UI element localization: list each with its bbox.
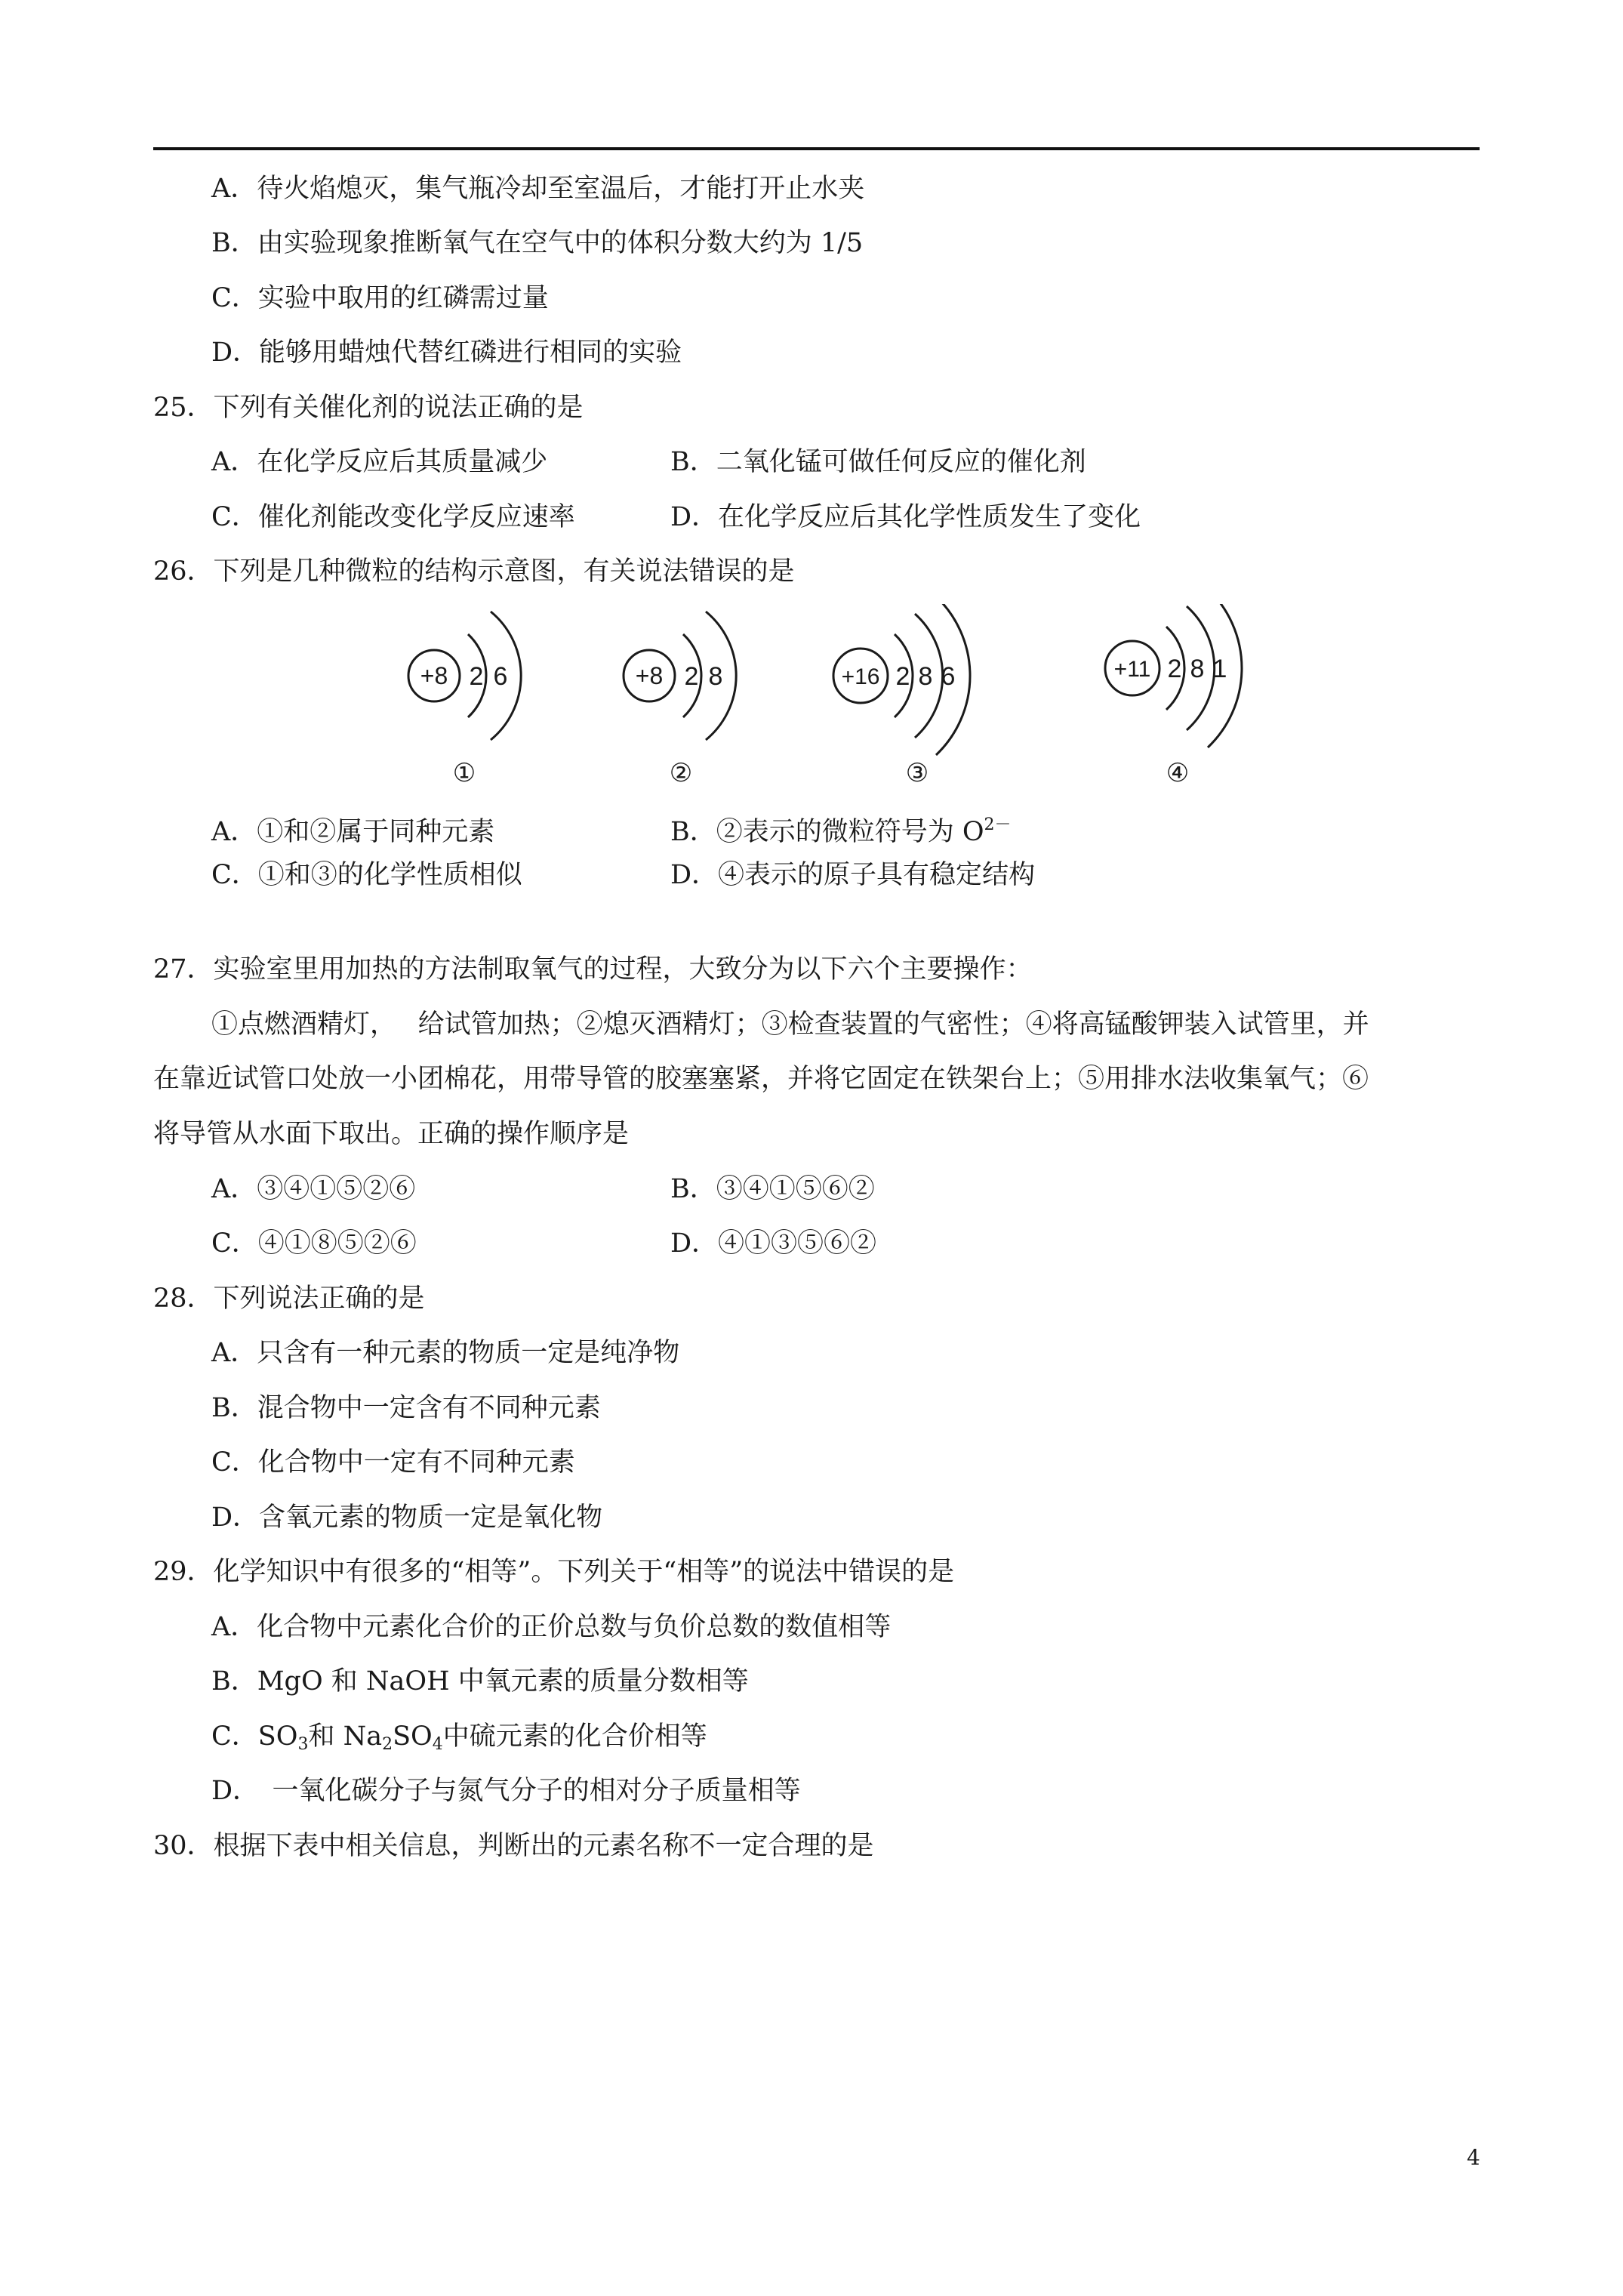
q27-option-c: C．④①⑧⑤②⑥ [211,1228,417,1259]
q28-option-d: D．含氧元素的物质一定是氧化物 [211,1502,603,1533]
diagram-3-label: ③ [905,759,929,787]
q27-option-d: D．④①③⑤⑥② [670,1228,877,1259]
q27-body-line-3: 将导管从水面下取出。正确的操作顺序是 [153,1119,630,1149]
diagram-2-shell-1: 2 [684,662,699,691]
q28-option-c: C．化合物中一定有不同种元素 [211,1447,575,1478]
q27-stem: 27．实验室里用加热的方法制取氧气的过程，大致分为以下六个主要操作： [153,954,1033,985]
diagram-3-shell-2: 8 [918,662,933,691]
q26-option-a: A．①和②属于同种元素 [211,817,495,847]
q29-option-a: A．化合物中元素化合价的正价总数与负价总数的数值相等 [211,1612,892,1642]
diagram-1-nucleus: +8 [420,662,448,689]
diagram-4-label: ④ [1166,759,1190,787]
q26-option-d: D．④表示的原子具有稳定结构 [670,860,1036,890]
diagram-3-nucleus: +16 [841,664,880,689]
diagram-4-nucleus: +11 [1113,657,1151,682]
q26-option-c: C．①和③的化学性质相似 [211,860,522,890]
diagram-3-shell-1: 2 [895,662,910,691]
diagram-1-label: ① [452,759,476,787]
q25-option-b: B．二氧化锰可做任何反应的催化剂 [670,447,1086,477]
header-rule [153,147,1480,150]
diagram-4 [1105,604,1242,787]
q25-option-c: C．催化剂能改变化学反应速率 [211,502,575,532]
q29-option-c: C．$SO_3$和 $Na_2SO_4$中硫元素的化合价相等 [211,1721,707,1754]
diagram-2-nucleus: +8 [635,662,664,689]
diagram-4-shell-1: 2 [1167,655,1182,683]
q27-option-b: B．③④①⑤⑥② [670,1174,875,1204]
atomic-structure-diagrams [393,604,1268,793]
q25-stem: 25．下列有关催化剂的说法正确的是 [153,393,584,423]
q26-option-b: B．②表示的微粒符号为 $O^{2-}$ [670,815,1012,847]
diagram-4-shell-3: 1 [1212,655,1227,683]
diagram-3 [833,604,970,787]
diagram-2-shell-2: 8 [708,662,723,691]
q28-option-a: A．只含有一种元素的物质一定是纯净物 [211,1338,680,1368]
q24-option-b: B．由实验现象推断氧气在空气中的体积分数大约为 1/5 [211,228,864,258]
q27-body-line-1: ①点燃酒精灯， 给试管加热；②熄灭酒精灯；③检查装置的气密性；④将高锰酸钾装入试管里，并 [211,1009,1369,1040]
diagram-2 [624,612,736,787]
q24-option-d: D．能够用蜡烛代替红磷进行相同的实验 [211,337,682,368]
q25-option-a: A．在化学反应后其质量减少 [211,447,548,477]
diagram-1 [408,612,521,787]
q29-option-b: B．MgO 和 NaOH 中氧元素的质量分数相等 [211,1666,749,1697]
diagram-3-shell-3: 6 [941,662,956,691]
q30-stem: 30．根据下表中相关信息，判断出的元素名称不一定合理的是 [153,1831,874,1861]
diagram-2-label: ② [669,759,693,787]
page-number: 4 [1467,2145,1480,2170]
q26-stem: 26．下列是几种微粒的结构示意图，有关说法错误的是 [153,556,795,587]
diagram-1-shell-2: 6 [493,662,508,691]
q28-option-b: B．混合物中一定含有不同种元素 [211,1393,601,1423]
q29-option-d: D． 一氧化碳分子与氮气分子的相对分子质量相等 [211,1776,801,1806]
q28-stem: 28．下列说法正确的是 [153,1284,425,1314]
diagram-1-shell-1: 2 [469,662,484,691]
q24-option-a: A．待火焰熄灭，集气瓶冷却至室温后，才能打开止水夹 [211,174,865,204]
diagram-4-shell-2: 8 [1190,655,1205,683]
q24-option-c: C．实验中取用的红磷需过量 [211,283,549,313]
q27-option-a: A．③④①⑤②⑥ [211,1174,416,1204]
q27-body-line-2: 在靠近试管口处放一小团棉花，用带导管的胶塞塞紧，并将它固定在铁架台上；⑤用排水法收集氧气；⑥ [153,1064,1369,1094]
q29-stem: 29．化学知识中有很多的“相等”。下列关于“相等”的说法中错误的是 [153,1557,955,1587]
q25-option-d: D．在化学反应后其化学性质发生了变化 [670,502,1141,532]
